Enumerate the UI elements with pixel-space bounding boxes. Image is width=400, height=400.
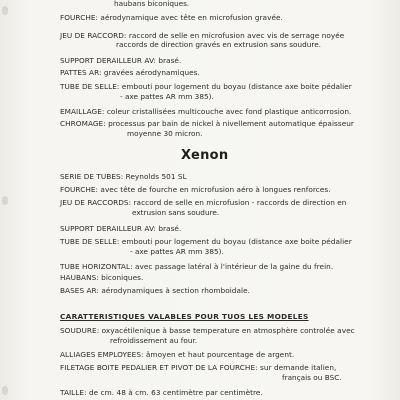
spec-line [60, 107, 351, 116]
spec-line [60, 237, 352, 246]
spec-label: EMAILLAGE: [60, 107, 105, 116]
spec-line [60, 286, 250, 295]
spec-line [60, 326, 355, 335]
spec-line [60, 224, 181, 233]
spec-label: SUPPORT DERAILLEUR AV: [60, 224, 156, 233]
spec-line [60, 82, 352, 91]
spec-label: HAUBANS: [60, 273, 99, 282]
spec-text: coleur cristallisées multicouche avec fond plastique anticorrosion. [106, 107, 352, 116]
spec-text: sur demande italien, [260, 363, 337, 372]
spec-text: raccords de direction gravés en extrusion sans soudure. [116, 40, 322, 49]
spec-line [60, 172, 187, 181]
spec-label: FILETAGE BOITE PEDALIER ET PIVOT DE LA FOURCHE: [60, 363, 258, 372]
spec-line [60, 350, 294, 359]
spec-text: raccord de selle en microfusion - raccords de direction en [133, 198, 347, 207]
model-title: Xenon [181, 148, 229, 163]
spec-label: SUPPORT DERAILLEUR AV: [60, 56, 156, 65]
spec-label: FOURCHE: [60, 185, 99, 194]
spec-line [60, 13, 283, 22]
spec-text: raccord de selle en microfusion avec vis de serrage noyée [128, 31, 345, 40]
spec-text: refroidissement au four. [110, 336, 198, 345]
spec-label: JEU DE RACCORDS: [60, 198, 132, 207]
spec-text: biconiques. [101, 273, 144, 282]
spec-text: avec tête de fourche en microfusion aéro à longues renforces. [100, 185, 331, 194]
binder-hole [2, 386, 8, 395]
spec-line [60, 363, 336, 372]
spec-line [60, 262, 333, 271]
spec-text: brasé. [158, 56, 182, 65]
spec-label: FOURCHE: [60, 13, 99, 22]
spec-label: TUBE HORIZONTAL: [60, 262, 133, 271]
spec-label: BASES AR: [60, 286, 99, 295]
spec-text: avec passage latéral à l'intérieur de la gaine du frein. [134, 262, 334, 271]
spec-text: moyenne 30 micron. [127, 129, 203, 138]
binder-hole [2, 196, 8, 205]
spec-line [60, 198, 346, 207]
spec-text: brasé. [158, 224, 182, 233]
spec-text: oxyacétilenique à basse temperature en atmosphère controlée avec [101, 326, 355, 335]
spec-label: SOUDURE: [60, 326, 100, 335]
section-heading: CARATTERISTIQUES VALABLES POUR TUOS LES MODELES [60, 312, 309, 321]
spec-label: TUBE DE SELLE: [60, 237, 120, 246]
spec-label: CHROMAGE: [60, 119, 106, 128]
spec-text: - axe pattes AR mm 385). [130, 247, 224, 256]
spec-text: extrusion sans soudure. [132, 208, 220, 217]
spec-label: ALLIAGES EMPLOYEES: [60, 350, 144, 359]
spec-line [60, 185, 331, 194]
spec-text: aérodynamique avec tête en microfusion gravée. [100, 13, 283, 22]
spec-text: aérodynamiques à section rhomboidale. [101, 286, 250, 295]
spec-text: gravées aérodynamiques. [103, 68, 200, 77]
spec-text: processus par bain de nickel à nivellement automatique épaisseur [108, 119, 354, 128]
spec-text: français ou BSC. [282, 373, 342, 382]
spec-line [60, 119, 354, 128]
spec-text: Reynolds 501 SL [125, 172, 187, 181]
spec-line [60, 388, 263, 397]
spec-text: embouti pour logement du boyau (distance axe boite pédalier [121, 82, 352, 91]
spec-text: de cm. 48 à cm. 63 centimètre par centimètre. [88, 388, 263, 397]
spec-text: haubans biconiques. [114, 0, 190, 8]
spec-line [60, 56, 181, 65]
spec-label: TAILLE: [60, 388, 87, 397]
spec-text: embouti pour logement du boyau (distance axe boite pédalier [121, 237, 352, 246]
spec-text: âmoyen et haut pourcentage de argent. [145, 350, 295, 359]
spec-text: - axe pattes AR mm 385). [120, 92, 214, 101]
spec-label: JEU DE RACCORD: [60, 31, 127, 40]
spec-label: PATTES AR: [60, 68, 102, 77]
spec-line [60, 68, 200, 77]
spec-label: SERIE DE TUBES: [60, 172, 124, 181]
binder-hole [2, 6, 8, 15]
spec-label: TUBE DE SELLE: [60, 82, 120, 91]
spec-line [60, 273, 143, 282]
spec-line [60, 31, 344, 40]
